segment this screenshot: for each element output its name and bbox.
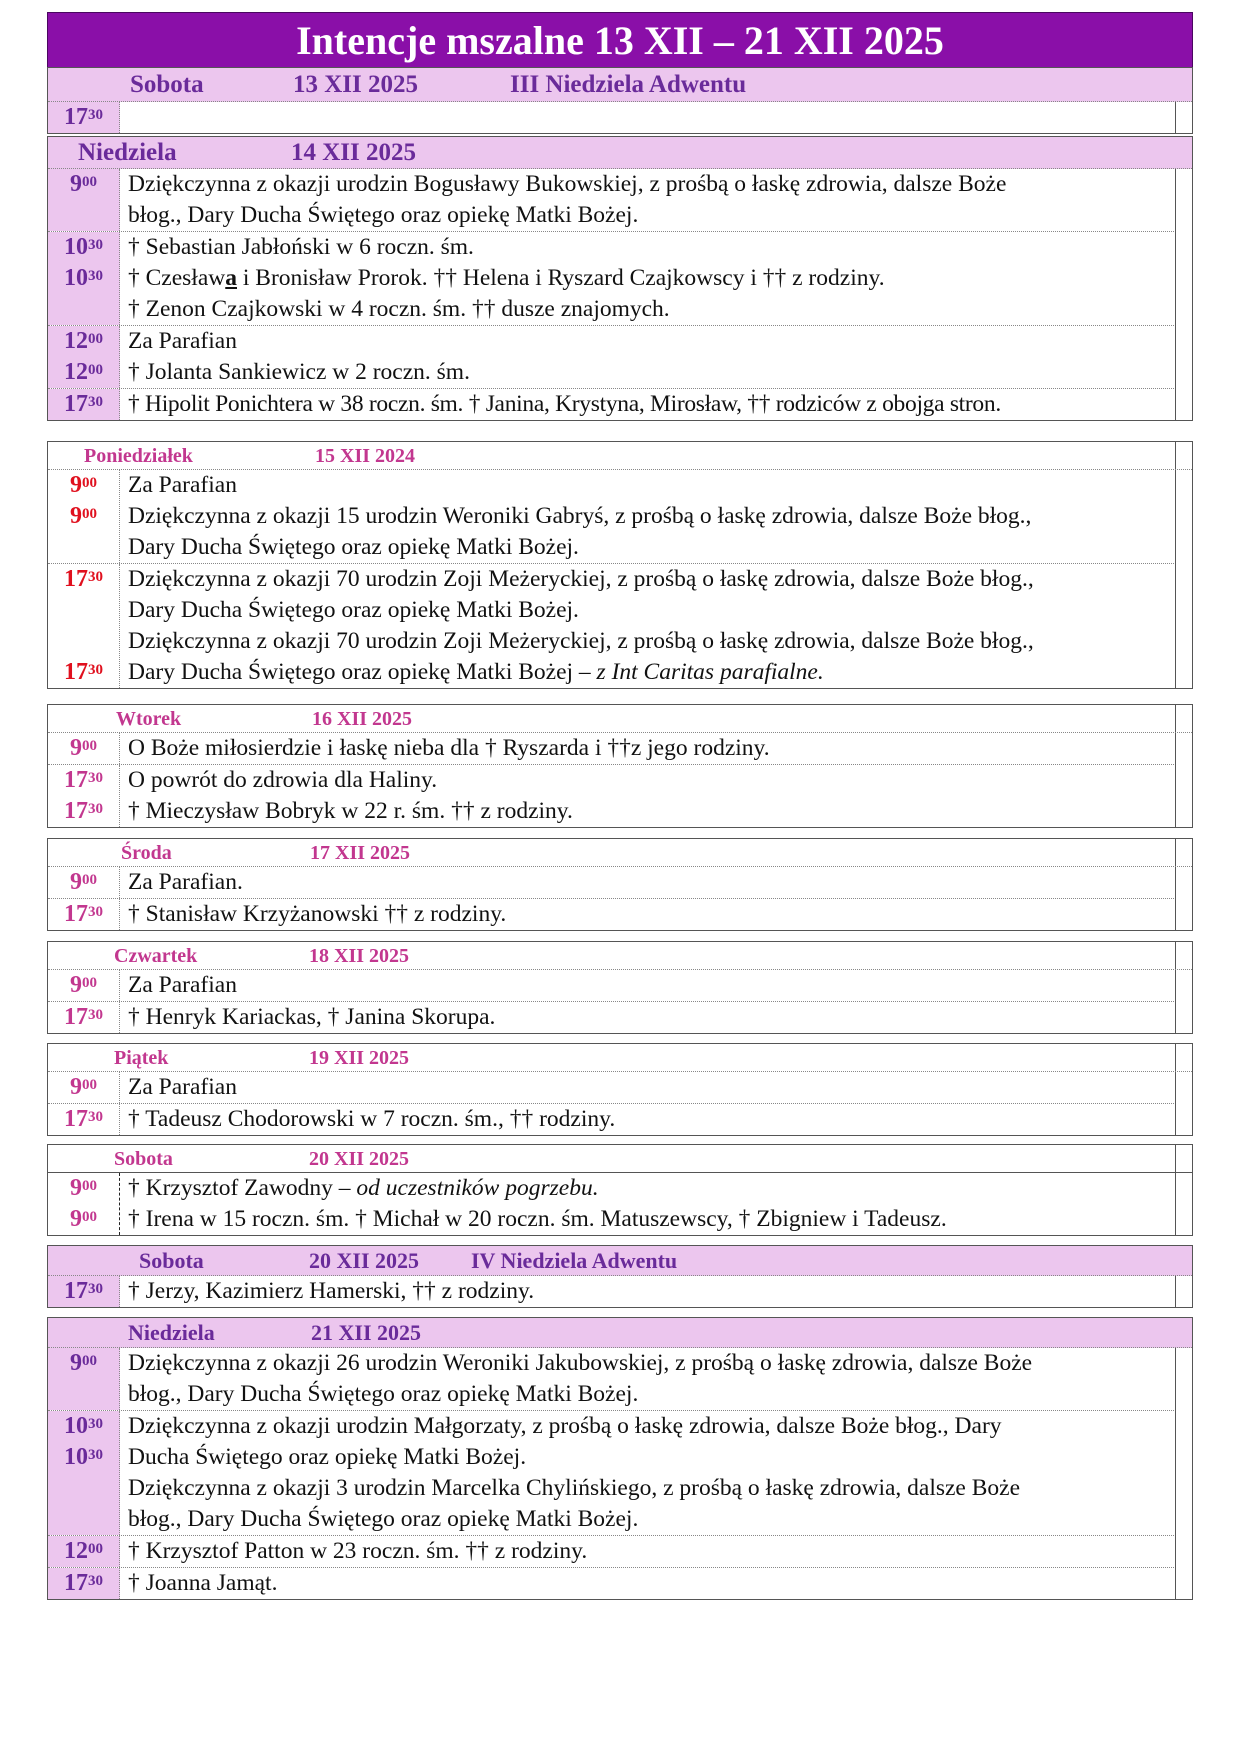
mass-row [48, 1002, 1192, 1033]
mass-row [48, 1173, 1192, 1235]
mass-times: $9^{00}$ $9^{00}$ [48, 1173, 120, 1235]
mass-times: $12^{00}$ $12^{00}$ [48, 326, 120, 388]
day-date: 21 XII 2025 [311, 1320, 422, 1345]
intention-text: † Jerzy, Kazimierz Hamerski, †† z rodziny. [128, 1278, 535, 1304]
mass-row [48, 765, 1192, 827]
day-block-czwartek [47, 941, 1193, 1034]
intention-text: Dziękczynna z okazji urodzin Bogusławy Bukowskiej, z prośbą o łaskę zdrowia, dalsze Boże błog., Dary Ducha Świętego oraz opiekę Matki Bożej. [128, 171, 1007, 228]
intention-text: O Boże miłosierdzie i łaskę nieba dla † Ryszarda i ††z jego rodziny. [128, 735, 770, 761]
mass-times: $17^{30}$ $17^{30}$ [48, 765, 120, 827]
intention-text: † Krzysztof Zawodny – od uczestników pogrzebu. † Irena w 15 roczn. śm. † Michał w 20 roczn. śm. Matuszewscy, † Zbigniew i Tadeusz. [128, 1175, 947, 1232]
day-name: Sobota [130, 71, 204, 98]
day-date: 13 XII 2025 [293, 71, 419, 98]
day-block-sobota-20-vigil [47, 1245, 1193, 1308]
day-date: 20 XII 2025 [309, 1248, 420, 1273]
day-date: 19 XII 2025 [309, 1047, 410, 1069]
mass-row [48, 1411, 1192, 1536]
day-date: 16 XII 2025 [312, 708, 413, 730]
intention-text: Za Parafian Dziękczynna z okazji 15 urodzin Weroniki Gabryś, z prośbą o łaskę zdrowia, dalsze Boże błog., Dary Ducha Świętego oraz opiekę Matki Bożej. [128, 472, 1032, 560]
mass-row [48, 389, 1192, 420]
day-header [48, 137, 1192, 169]
day-date: 15 XII 2024 [315, 445, 416, 467]
mass-row [48, 899, 1192, 930]
day-header [48, 1246, 1192, 1276]
feast-name: III Niedziela Adwentu [510, 71, 747, 98]
intention-text: O powrót do zdrowia dla Haliny. † Mieczysław Bobryk w 22 r. śm. †† z rodziny. [128, 767, 573, 824]
day-block-poniedzialek [47, 441, 1193, 689]
day-header [48, 1044, 1192, 1072]
mass-times: $9^{00}$ $9^{00}$ [48, 470, 120, 563]
day-date: 20 XII 2025 [309, 1148, 410, 1170]
mass-row [48, 1104, 1192, 1135]
intention-text: Dziękczynna z okazji 70 urodzin Zoji Meżeryckiej, z prośbą o łaskę zdrowia, dalsze Boże błog., Dary Ducha Świętego oraz opiekę Matki Bożej. Dziękczynna z okazji 70 urodzin Zoji Meżeryckiej, z prośbą o łaskę zdrowia, dalsze Boże błog., Dary Ducha Świętego oraz opiekę Matki Bożej – z Int Caritas parafialne. [128, 566, 1034, 685]
intention-text: † Henryk Kariackas, † Janina Skorupa. [128, 1004, 496, 1030]
mass-row [48, 326, 1192, 389]
page-title: Intencje mszalne 13 XII – 21 XII 2025 [47, 12, 1193, 68]
intention-text: † Tadeusz Chodorowski w 7 roczn. śm., †† rodziny. [128, 1106, 616, 1132]
mass-row [48, 470, 1192, 564]
mass-times: $9^{00}$ [48, 867, 120, 898]
italic-note: – z Int Caritas parafialne. [573, 659, 824, 685]
intention-text: Za Parafian † Jolanta Sankiewicz w 2 roczn. śm. [128, 328, 470, 385]
day-block-wtorek [47, 704, 1193, 828]
mass-row [48, 169, 1192, 232]
day-header [48, 705, 1192, 733]
day-block-sobota-20 [47, 1144, 1193, 1236]
day-block-niedziela-21 [47, 1317, 1193, 1600]
mass-times: $9^{00}$ [48, 733, 120, 764]
mass-times: $9^{00}$ [48, 970, 120, 1001]
intention-text: † Joanna Jamąt. [128, 1570, 278, 1596]
day-name: Piątek [114, 1047, 169, 1069]
mass-times: $9^{00}$ [48, 1348, 120, 1410]
mass-times: $9^{00}$ [48, 1072, 120, 1103]
mass-times: $17^{30}$ [48, 1568, 120, 1599]
mass-row [48, 1276, 1192, 1307]
day-name: Środa [121, 842, 172, 864]
day-date: 18 XII 2025 [309, 945, 410, 967]
day-header [48, 68, 1192, 102]
intention-text: Za Parafian [128, 972, 237, 998]
day-header [48, 1318, 1192, 1348]
day-name: Poniedziałek [84, 445, 193, 467]
day-block-sroda [47, 838, 1193, 931]
day-date: 14 XII 2025 [291, 139, 417, 166]
intention-text: † Sebastian Jabłoński w 6 roczn. śm. † Czesława i Bronisław Prorok. †† Helena i Ryszard Czajkowscy i †† z rodziny. † Zenon Czajkowski w 4 roczn. śm. †† dusze znajomych. [128, 234, 885, 322]
mass-row [48, 733, 1192, 765]
day-name: Wtorek [116, 708, 182, 730]
day-name: Sobota [139, 1248, 204, 1273]
mass-row [48, 970, 1192, 1002]
day-block-piatek [47, 1043, 1193, 1136]
mass-row [48, 232, 1192, 326]
intention-text: † Hipolit Ponichtera w 38 roczn. śm. † Janina, Krystyna, Mirosław, †† rodziców z obojga stron. [128, 391, 1001, 417]
mass-times: $17^{30}$ [48, 1002, 120, 1033]
day-name: Niedziela [78, 139, 177, 166]
mass-times: $17^{30}$ $17^{30}$ [48, 564, 120, 688]
day-header [48, 442, 1192, 470]
mass-row [48, 102, 1192, 133]
mass-times: $9^{00}$ [48, 169, 120, 231]
mass-times: $17^{30}$ [48, 1104, 120, 1135]
mass-times: $17^{30}$ [48, 899, 120, 930]
mass-times: $17^{30}$ [48, 1276, 120, 1307]
day-header [48, 1145, 1192, 1173]
mass-times: $10^{30}$ $10^{30}$ [48, 1411, 120, 1535]
mass-times: $17^{30}$ [48, 102, 120, 133]
mass-row [48, 1348, 1192, 1411]
day-name: Niedziela [128, 1320, 215, 1345]
day-name: Sobota [114, 1148, 173, 1170]
mass-row [48, 1536, 1192, 1568]
day-name: Czwartek [114, 945, 198, 967]
day-date: 17 XII 2025 [310, 842, 411, 864]
mass-row [48, 1568, 1192, 1599]
intention-text: Za Parafian [128, 1074, 237, 1100]
mass-row [48, 564, 1192, 688]
mass-row [48, 867, 1192, 899]
mass-row [48, 1072, 1192, 1104]
intention-text: Za Parafian. [128, 869, 243, 895]
day-block-sobota-13 [47, 67, 1193, 134]
intention-text: Dziękczynna z okazji urodzin Małgorzaty, z prośbą o łaskę zdrowia, dalsze Boże błog., Dary Ducha Świętego oraz opiekę Matki Bożej. Dziękczynna z okazji 3 urodzin Marcelka Chylińskiego, z prośbą o łaskę zdrowia, dalsze Boże błog., Dary Ducha Świętego oraz opiekę Matki Bożej. [128, 1413, 1021, 1532]
day-header [48, 942, 1192, 970]
mass-times: $12^{00}$ [48, 1536, 120, 1567]
feast-name: IV Niedziela Adwentu [471, 1248, 678, 1273]
mass-times: $10^{30}$ $10^{30}$ [48, 232, 120, 325]
intention-text: † Stanisław Krzyżanowski †† z rodziny. [128, 901, 507, 927]
mass-times: $17^{30}$ [48, 389, 120, 420]
italic-note: – od uczestników pogrzebu. [332, 1175, 599, 1201]
intention-text: Dziękczynna z okazji 26 urodzin Weroniki Jakubowskiej, z prośbą o łaskę zdrowia, dalsze Boże błog., Dary Ducha Świętego oraz opiekę Matki Bożej. [128, 1350, 1033, 1407]
day-block-niedziela-14 [47, 136, 1193, 421]
intention-text [120, 102, 1192, 133]
intention-text: † Krzysztof Patton w 23 roczn. śm. †† z rodziny. [128, 1538, 588, 1564]
day-header [48, 839, 1192, 867]
